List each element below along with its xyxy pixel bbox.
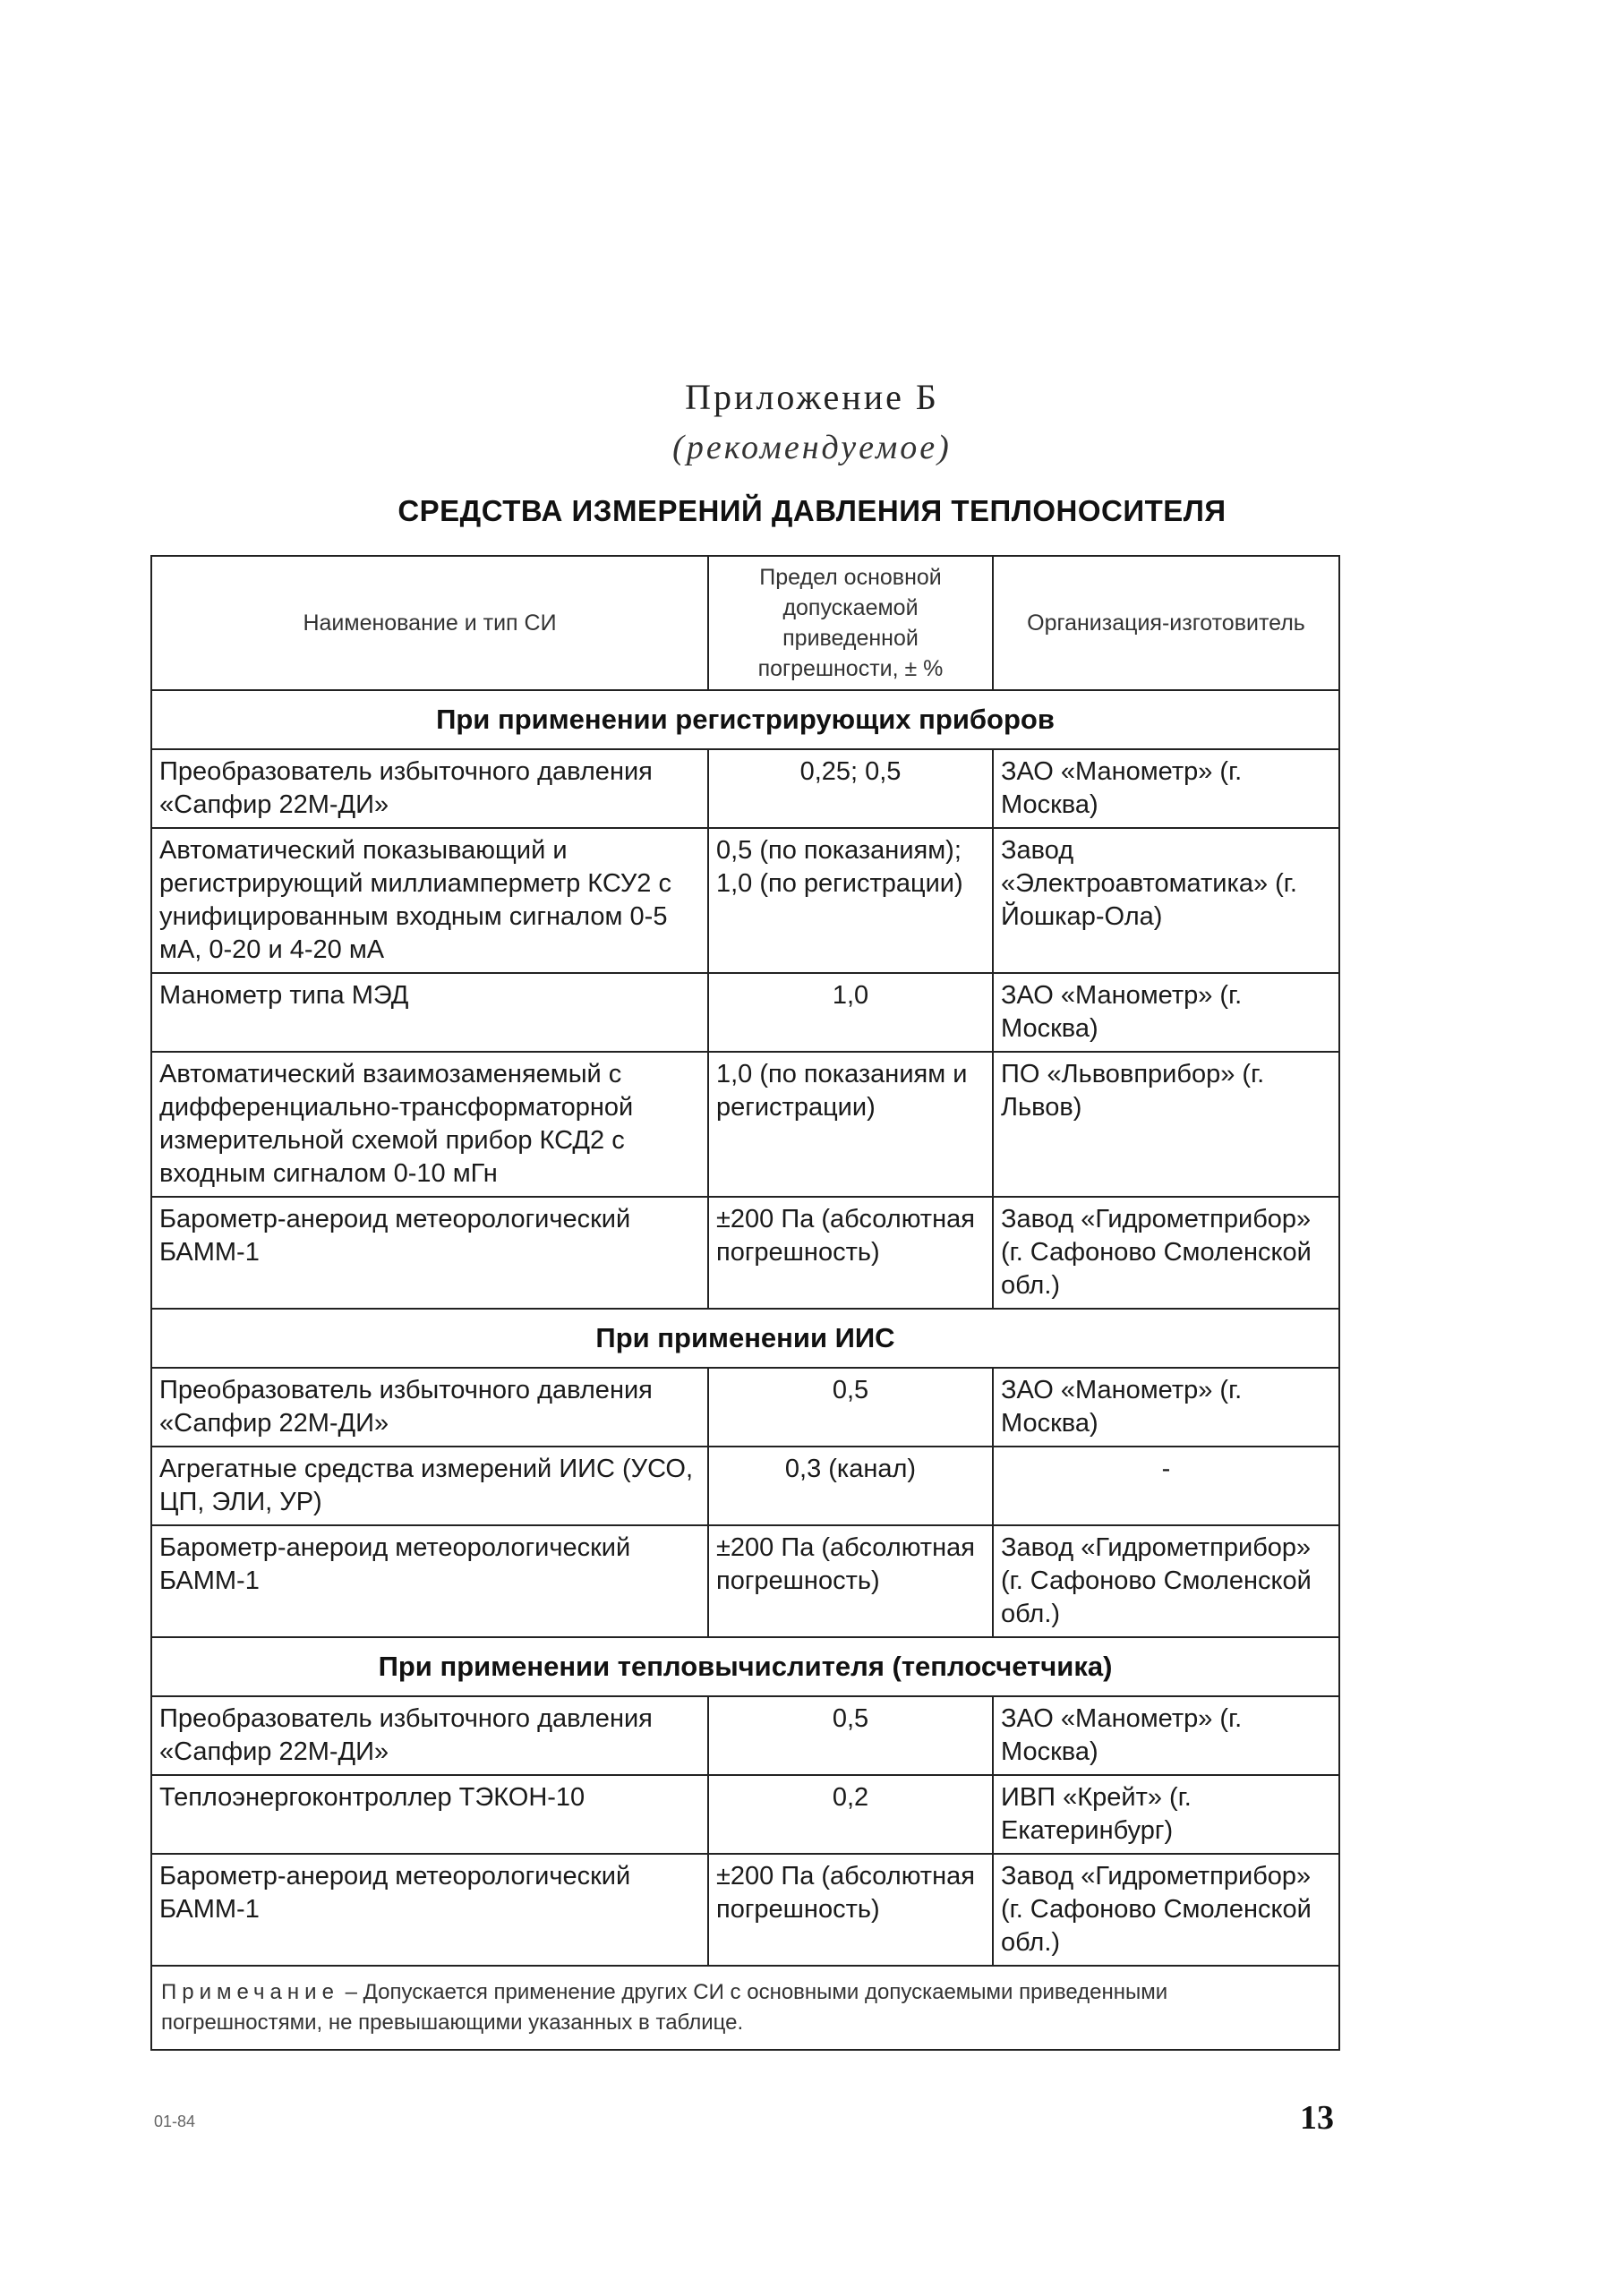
instrument-name: Манометр типа МЭД bbox=[151, 973, 708, 1052]
error-limit: ±200 Па (абсолютная погрешность) bbox=[708, 1525, 993, 1637]
instrument-name: Барометр-анероид метеорологический БАММ-1 bbox=[151, 1525, 708, 1637]
manufacturer: Завод «Гидрометприбор» (г. Сафоново Смоленской обл.) bbox=[993, 1525, 1339, 1637]
page-number: 13 bbox=[1300, 2099, 1334, 2137]
error-limit: 1,0 (по показаниям и регистрации) bbox=[708, 1052, 993, 1197]
section-header-row bbox=[151, 1309, 1339, 1368]
manufacturer: Завод «Гидрометприбор» (г. Сафоново Смоленской обл.) bbox=[993, 1197, 1339, 1309]
manufacturer: ЗАО «Манометр» (г. Москва) bbox=[993, 1368, 1339, 1447]
instrument-name: Автоматический взаимозаменяемый с дифференциально-трансформаторной измерительной схемой прибор КСД2 с входным сигналом 0-10 мГн bbox=[151, 1052, 708, 1197]
table-row bbox=[151, 1368, 1339, 1447]
table-row bbox=[151, 1525, 1339, 1637]
manufacturer: ИВП «Крейт» (г. Екатеринбург) bbox=[993, 1775, 1339, 1854]
table-row bbox=[151, 1775, 1339, 1854]
table-row bbox=[151, 1197, 1339, 1309]
instrument-name: Барометр-анероид метеорологический БАММ-1 bbox=[151, 1197, 708, 1309]
error-limit: 0,2 bbox=[708, 1775, 993, 1854]
table-header-row bbox=[151, 556, 1339, 690]
manufacturer: ЗАО «Манометр» (г. Москва) bbox=[993, 1696, 1339, 1775]
document-title: СРЕДСТВА ИЗМЕРЕНИЙ ДАВЛЕНИЯ ТЕПЛОНОСИТЕЛЯ bbox=[397, 494, 1227, 527]
table-row bbox=[151, 749, 1339, 828]
manufacturer: ПО «Львовприбор» (г. Львов) bbox=[993, 1052, 1339, 1197]
section-title: При применении регистрирующих приборов bbox=[151, 690, 1339, 749]
table-row bbox=[151, 973, 1339, 1052]
instrument-name: Теплоэнергоконтроллер ТЭКОН-10 bbox=[151, 1775, 708, 1854]
measurement-instruments-table bbox=[150, 555, 1340, 2051]
section-title: При применении тепловычислителя (теплосчетчика) bbox=[151, 1637, 1339, 1696]
note-row bbox=[151, 1966, 1339, 2050]
column-header-error: Предел основной допускаемой приведенной погрешности, ± % bbox=[708, 556, 993, 690]
error-limit: ±200 Па (абсолютная погрешность) bbox=[708, 1197, 993, 1309]
instrument-name: Барометр-анероид метеорологический БАММ-1 bbox=[151, 1854, 708, 1966]
instrument-name: Агрегатные средства измерений ИИС (УСО, ЦП, ЭЛИ, УР) bbox=[151, 1447, 708, 1525]
manufacturer: Завод «Гидрометприбор» (г. Сафоново Смоленской обл.) bbox=[993, 1854, 1339, 1966]
error-limit: 0,3 (канал) bbox=[708, 1447, 993, 1525]
note-text: – Допускается применение других СИ с основными допускаемыми приведенными погрешностями, не превышающими указанных в таблице. bbox=[161, 1980, 1168, 2035]
column-header-manufacturer: Организация-изготовитель bbox=[993, 556, 1339, 690]
appendix-subtitle: (рекомендуемое) bbox=[672, 429, 952, 466]
error-limit: 0,5 bbox=[708, 1368, 993, 1447]
manufacturer: ЗАО «Манометр» (г. Москва) bbox=[993, 749, 1339, 828]
instrument-name: Автоматический показывающий и регистрирующий миллиамперметр КСУ2 с унифицированным входным сигналом 0-5 мА, 0-20 и 4-20 мА bbox=[151, 828, 708, 973]
manufacturer: ЗАО «Манометр» (г. Москва) bbox=[993, 973, 1339, 1052]
table-row bbox=[151, 1696, 1339, 1775]
instrument-name: Преобразователь избыточного давления «Сапфир 22М-ДИ» bbox=[151, 1368, 708, 1447]
instrument-name: Преобразователь избыточного давления «Сапфир 22М-ДИ» bbox=[151, 749, 708, 828]
section-header-row bbox=[151, 1637, 1339, 1696]
column-header-name: Наименование и тип СИ bbox=[151, 556, 708, 690]
error-limit: 0,5 (по показаниям); 1,0 (по регистрации) bbox=[708, 828, 993, 973]
section-header-row bbox=[151, 690, 1339, 749]
table-row bbox=[151, 828, 1339, 973]
error-limit: ±200 Па (абсолютная погрешность) bbox=[708, 1854, 993, 1966]
table-row bbox=[151, 1854, 1339, 1966]
instrument-name: Преобразователь избыточного давления «Сапфир 22М-ДИ» bbox=[151, 1696, 708, 1775]
section-title: При применении ИИС bbox=[151, 1309, 1339, 1368]
table-row bbox=[151, 1052, 1339, 1197]
table-note bbox=[151, 1966, 1339, 2050]
error-limit: 0,25; 0,5 bbox=[708, 749, 993, 828]
manufacturer: - bbox=[993, 1447, 1339, 1525]
appendix-title: Приложение Б bbox=[685, 377, 939, 417]
note-label: Примечание bbox=[161, 1980, 339, 2004]
table-row bbox=[151, 1447, 1339, 1525]
manufacturer: Завод «Электроавтоматика» (г. Йошкар-Ола) bbox=[993, 828, 1339, 973]
error-limit: 1,0 bbox=[708, 973, 993, 1052]
error-limit: 0,5 bbox=[708, 1696, 993, 1775]
footer-code: 01-84 bbox=[154, 2112, 196, 2130]
